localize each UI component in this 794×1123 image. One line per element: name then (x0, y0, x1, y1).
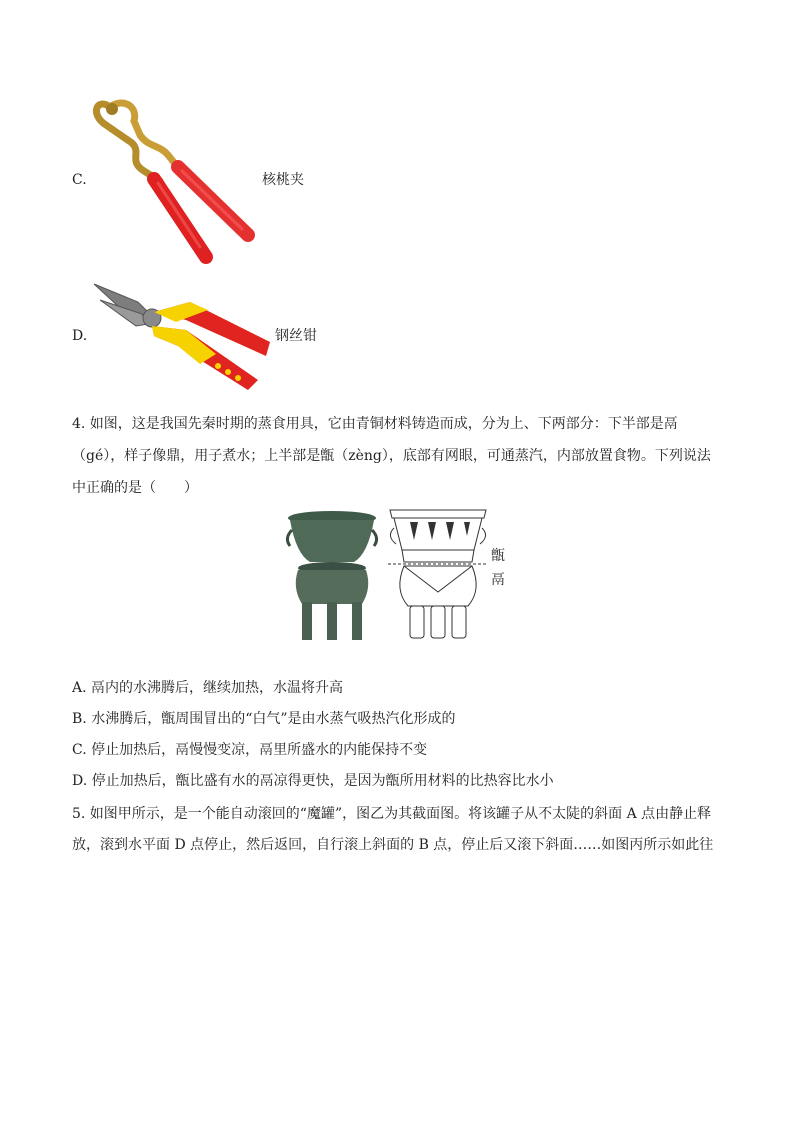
figure-label-zeng: 甑 (491, 548, 505, 564)
steamer-line-drawing (388, 506, 488, 642)
bronze-steamer-photo (284, 508, 380, 642)
option-d-caption: 钢丝钳 (275, 328, 317, 344)
q4-choice-b: B. 水沸腾后，甑周围冒出的“白气”是由水蒸气吸热汽化形成的 (72, 711, 456, 727)
q4-stem-line1: 4. 如图，这是我国先秦时期的蒸食用具，它由青铜材料铸造而成，分为上、下两部分：下半部是鬲 (72, 416, 678, 432)
pliers-image (90, 274, 280, 394)
q4-choice-d: D. 停止加热后，甑比盛有水的鬲凉得更快，是因为甑所用材料的比热容比水小 (72, 773, 554, 789)
walnut-cracker-image (88, 95, 268, 265)
q5-stem-line2: 放，滚到水平面 D 点停止，然后返回，自行滚上斜面的 B 点，停止后又滚下斜面……如图丙所示如此往 (72, 837, 714, 853)
q5-stem-line1: 5. 如图甲所示，是一个能自动滚回的“魔罐”，图乙为其截面图。将该罐子从不太陡的斜面 A 点由静止释 (72, 806, 712, 822)
figure-label-li: 鬲 (491, 572, 505, 588)
q4-choice-c: C. 停止加热后，鬲慢慢变凉，鬲里所盛水的内能保持不变 (72, 742, 428, 758)
option-d-letter: D. (72, 328, 88, 344)
option-c-letter: C. (72, 172, 87, 188)
q4-choice-a: A. 鬲内的水沸腾后，继续加热，水温将升高 (72, 680, 344, 696)
q4-stem-line3: 中正确的是（ ） (72, 480, 198, 496)
option-c-caption: 核桃夹 (262, 172, 304, 188)
q4-stem-line2: （gé），样子像鼎，用子煮水；上半部是甑（zèng），底部有网眼，可通蒸汽，内部放置食物。下列说法 (72, 448, 711, 464)
